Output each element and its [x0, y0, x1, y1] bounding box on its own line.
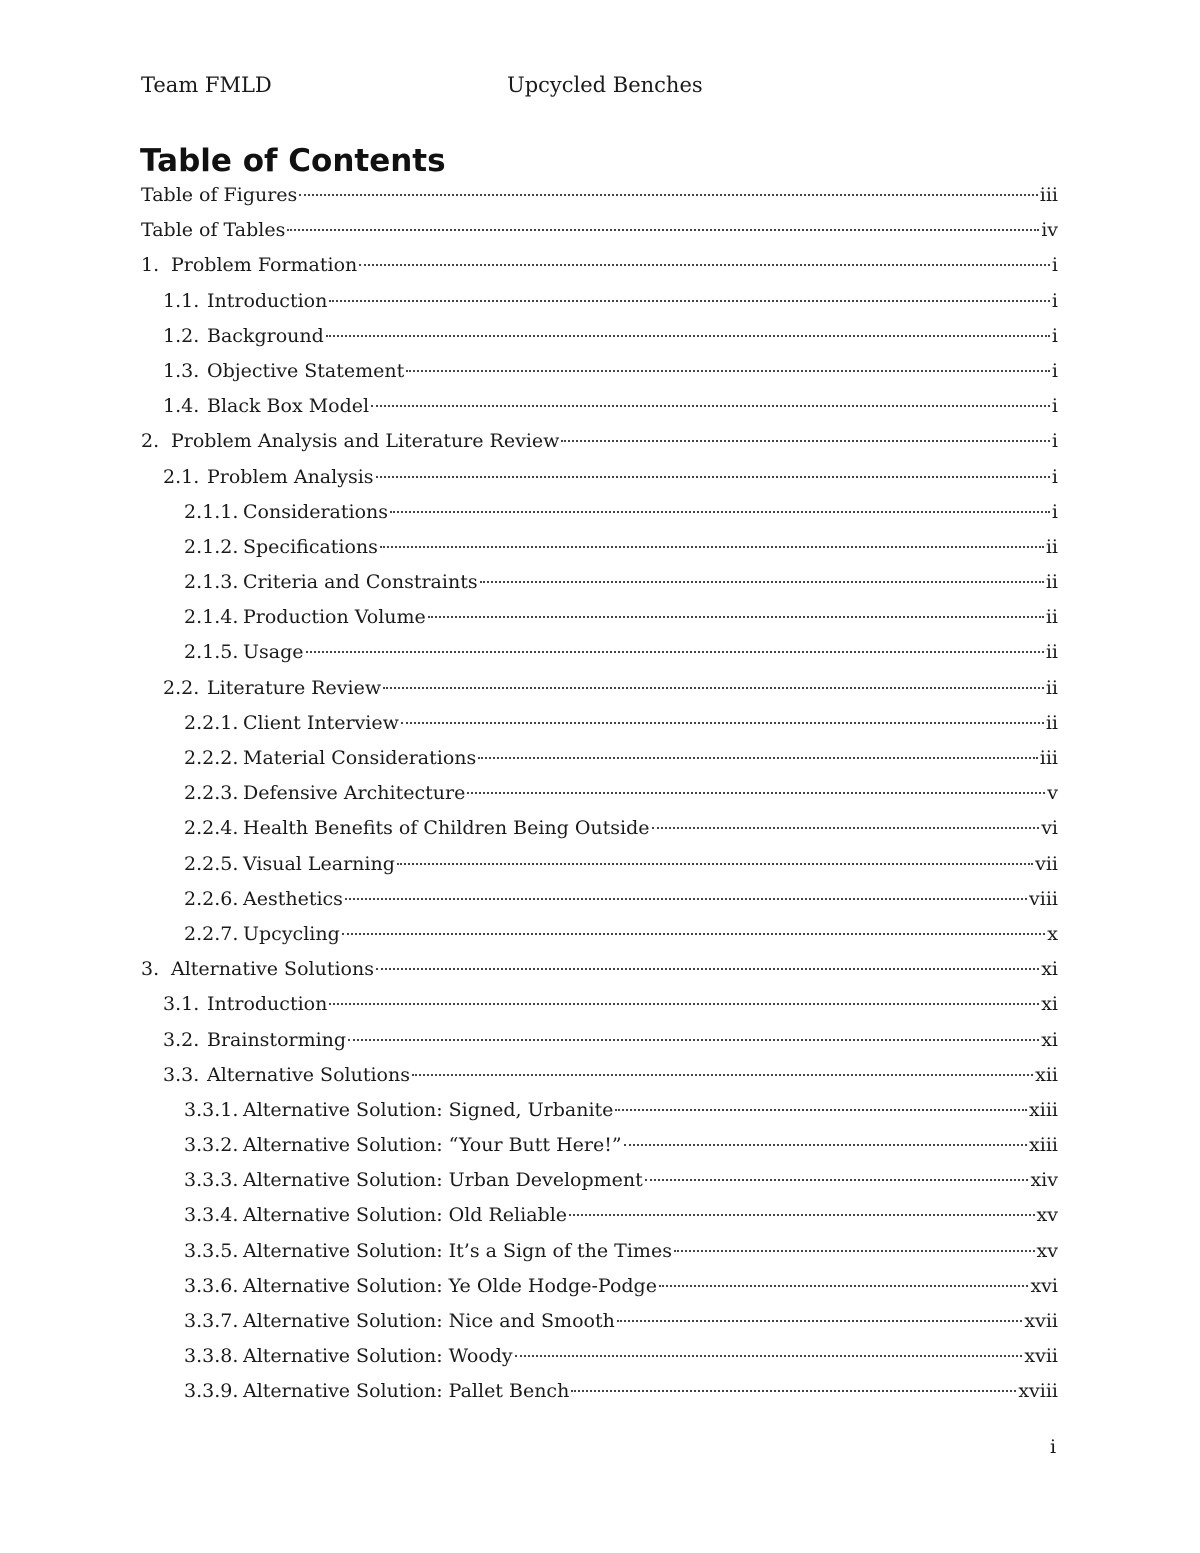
toc-entry-number: 2.1.5.	[184, 641, 239, 664]
toc-entry[interactable]	[141, 708, 1058, 743]
toc-entry-page: i	[1051, 359, 1058, 382]
toc-entry-page: ii	[1045, 711, 1058, 734]
dot-leader	[383, 687, 1044, 689]
toc-entry-number: 3.1.	[163, 993, 200, 1016]
toc-entry-title: Black Box Model	[207, 395, 370, 418]
toc-entry-page: i	[1051, 289, 1058, 312]
toc-entry-title: Introduction	[207, 289, 328, 312]
toc-entry-title: Alternative Solution: Ye Olde Hodge-Podge	[243, 1274, 657, 1297]
dot-leader	[406, 370, 1050, 372]
dot-leader	[645, 1179, 1029, 1181]
dot-leader	[615, 1109, 1027, 1111]
toc-entry-number: 2.1.2.	[184, 535, 239, 558]
toc-entry-number: 2.2.4.	[184, 817, 239, 840]
toc-entry-number: 2.	[141, 430, 160, 453]
toc-entry[interactable]	[141, 532, 1058, 567]
toc-entry-title: Alternative Solutions	[171, 958, 374, 981]
toc-entry-number: 3.3.6.	[184, 1274, 239, 1297]
toc-entry[interactable]	[141, 1376, 1058, 1411]
toc-entry-title: Defensive Architecture	[243, 782, 466, 805]
toc-entry-number: 3.3.1.	[184, 1098, 239, 1121]
toc-entry-title: Table of Tables	[141, 219, 286, 242]
toc-entry-title: Problem Analysis and Literature Review	[171, 430, 560, 453]
page-number: i	[1050, 1436, 1057, 1458]
toc-entry-page: ii	[1045, 606, 1058, 629]
toc-entry-title: Specifications	[243, 535, 378, 558]
toc-entry-page: xiii	[1029, 1134, 1058, 1157]
toc-entry-page: xiii	[1029, 1098, 1058, 1121]
toc-entry-title: Alternative Solutions	[207, 1063, 410, 1086]
toc-entry-number: 3.3.2.	[184, 1134, 239, 1157]
dot-leader	[412, 1074, 1033, 1076]
toc-entry-number: 3.3.9.	[184, 1380, 239, 1403]
dot-leader	[674, 1250, 1035, 1252]
toc-entry-number: 3.	[141, 958, 160, 981]
toc-entry[interactable]	[141, 1236, 1058, 1271]
dot-leader	[428, 616, 1044, 618]
toc-entry-page: xvii	[1024, 1345, 1058, 1368]
toc-entry[interactable]	[141, 286, 1058, 321]
toc-entry[interactable]	[141, 1341, 1058, 1376]
toc-entry-page: xv	[1036, 1204, 1058, 1227]
toc-entry[interactable]	[141, 813, 1058, 848]
toc-entry[interactable]	[141, 426, 1058, 461]
toc-entry-number: 2.1.	[163, 465, 200, 488]
toc-entry[interactable]	[141, 215, 1058, 250]
dot-leader	[359, 264, 1050, 266]
toc-entry[interactable]	[141, 1200, 1058, 1235]
toc-entry-page: iii	[1039, 747, 1058, 769]
toc-entry[interactable]	[141, 1271, 1058, 1306]
toc-entry-page: i	[1051, 254, 1058, 277]
toc-entry-page: xvii	[1024, 1310, 1058, 1332]
toc-entry-title: Alternative Solution: Signed, Urbanite	[243, 1098, 614, 1121]
toc-entry-title: Alternative Solution: Old Reliable	[243, 1204, 568, 1227]
dot-leader	[345, 898, 1027, 900]
dot-leader	[478, 757, 1038, 759]
dot-leader	[390, 511, 1050, 513]
toc-entry-title: Alternative Solution: “Your Butt Here!”	[243, 1134, 622, 1157]
dot-leader	[329, 300, 1050, 302]
toc-entry-number: 2.1.1.	[184, 500, 239, 523]
toc-entry-title: Alternative Solution: Woody	[243, 1345, 513, 1368]
toc-entry[interactable]	[141, 1306, 1058, 1341]
toc-entry-page: viii	[1029, 887, 1058, 910]
header-document-title: Upcycled Benches	[507, 73, 703, 97]
toc-entry[interactable]	[141, 391, 1058, 426]
toc-entry-title: Client Interview	[243, 711, 399, 734]
toc-entry-number: 3.3.5.	[184, 1239, 239, 1262]
toc-entry-page: iv	[1041, 219, 1058, 242]
dot-leader	[376, 476, 1050, 478]
toc-heading: Table of Contents	[140, 143, 446, 179]
dot-leader	[571, 1390, 1016, 1392]
toc-entry[interactable]	[141, 1025, 1058, 1060]
toc-entry-number: 1.	[141, 254, 160, 277]
dot-leader	[342, 933, 1046, 935]
toc-entry-title: Upcycling	[243, 922, 340, 945]
toc-entry-number: 2.2.6.	[184, 887, 239, 910]
toc-entry-page: xii	[1035, 1063, 1058, 1086]
dot-leader	[371, 405, 1050, 407]
toc-entry-page: ii	[1045, 676, 1058, 699]
toc-entry-page: ii	[1045, 571, 1058, 594]
toc-entry-title: Alternative Solution: It’s a Sign of the Times	[243, 1239, 672, 1262]
toc-entry[interactable]	[141, 778, 1058, 813]
dot-leader	[659, 1285, 1029, 1287]
dot-leader	[401, 722, 1044, 724]
toc-entry[interactable]	[141, 250, 1058, 285]
dot-leader	[624, 1144, 1027, 1146]
toc-entry-number: 2.2.1.	[184, 711, 239, 734]
toc-entry-title: Table of Figures	[141, 184, 298, 206]
dot-leader	[376, 968, 1039, 970]
toc-entry-title: Health Benefits of Children Being Outside	[243, 817, 650, 840]
toc-entry-number: 2.2.2.	[184, 747, 239, 769]
toc-entry-number: 1.1.	[163, 289, 200, 312]
dot-leader	[348, 1039, 1039, 1041]
toc-entry-title: Alternative Solution: Nice and Smooth	[243, 1310, 615, 1332]
toc-entry[interactable]	[141, 321, 1058, 356]
toc-entry-title: Visual Learning	[243, 852, 395, 875]
toc-entry-page: v	[1047, 782, 1058, 805]
toc-entry-page: xi	[1041, 993, 1058, 1016]
dot-leader	[329, 1003, 1039, 1005]
toc-entry-number: 2.2.7.	[184, 922, 239, 945]
toc-entry-page: xiv	[1030, 1169, 1058, 1192]
toc-entry-title: Alternative Solution: Pallet Bench	[243, 1380, 570, 1403]
toc-entry[interactable]	[141, 637, 1058, 672]
toc-entry-number: 1.3.	[163, 359, 200, 382]
toc-entry[interactable]	[141, 567, 1058, 602]
toc-entry-title: Aesthetics	[243, 887, 343, 910]
toc-entry-number: 3.3.4.	[184, 1204, 239, 1227]
toc-entry-title: Introduction	[207, 993, 328, 1016]
toc-entry-page: xi	[1041, 958, 1058, 981]
toc-entry-page: ii	[1045, 535, 1058, 558]
toc-entry-number: 1.4.	[163, 395, 200, 418]
dot-leader	[380, 546, 1044, 548]
dot-leader	[569, 1214, 1035, 1216]
dot-leader	[467, 792, 1045, 794]
toc-entry-page: vii	[1035, 852, 1058, 875]
dot-leader	[617, 1320, 1023, 1322]
table-of-contents	[141, 180, 1058, 1412]
dot-leader	[515, 1355, 1023, 1357]
toc-entry[interactable]	[141, 673, 1058, 708]
toc-entry[interactable]	[141, 954, 1058, 989]
dot-leader	[397, 863, 1033, 865]
toc-entry[interactable]	[141, 1130, 1058, 1165]
toc-entry-title: Brainstorming	[207, 1028, 347, 1051]
toc-entry[interactable]	[141, 356, 1058, 391]
toc-entry-number: 2.1.3.	[184, 571, 239, 594]
toc-entry-page: i	[1051, 395, 1058, 418]
toc-entry-number: 3.3.3.	[184, 1169, 239, 1192]
toc-entry-number: 2.2.5.	[184, 852, 239, 875]
toc-entry-title: Material Considerations	[243, 747, 477, 769]
toc-entry-number: 3.3.7.	[184, 1310, 239, 1332]
toc-entry-page: i	[1051, 465, 1058, 488]
toc-entry-title: Alternative Solution: Urban Development	[243, 1169, 643, 1192]
toc-entry-title: Problem Analysis	[207, 465, 374, 488]
toc-entry[interactable]	[141, 462, 1058, 497]
toc-entry-page: ii	[1045, 641, 1058, 664]
toc-entry-number: 3.3.8.	[184, 1345, 239, 1368]
toc-entry-title: Literature Review	[207, 676, 382, 699]
toc-entry[interactable]	[141, 1095, 1058, 1130]
toc-entry[interactable]	[141, 1060, 1058, 1095]
toc-entry-page: x	[1047, 922, 1058, 945]
toc-entry-page: i	[1051, 430, 1058, 453]
dot-leader	[652, 827, 1040, 829]
toc-entry[interactable]	[141, 743, 1058, 778]
toc-entry[interactable]	[141, 849, 1058, 884]
toc-entry-title: Background	[207, 324, 324, 347]
toc-entry-title: Criteria and Constraints	[243, 571, 478, 594]
dot-leader	[561, 440, 1050, 442]
toc-entry-number: 3.2.	[163, 1028, 200, 1051]
toc-entry[interactable]	[141, 989, 1058, 1024]
dot-leader	[480, 581, 1044, 583]
toc-entry-page: iii	[1039, 184, 1058, 206]
toc-entry[interactable]	[141, 1165, 1058, 1200]
toc-entry-number: 2.2.3.	[184, 782, 239, 805]
toc-entry-title: Objective Statement	[207, 359, 405, 382]
toc-entry-page: xi	[1041, 1028, 1058, 1051]
toc-entry-page: xvi	[1030, 1274, 1058, 1297]
toc-entry[interactable]	[141, 180, 1058, 215]
toc-entry-page: i	[1051, 324, 1058, 347]
toc-entry-title: Production Volume	[243, 606, 426, 629]
toc-entry-number: 2.2.	[163, 676, 200, 699]
toc-entry-title: Problem Formation	[171, 254, 358, 277]
dot-leader	[287, 229, 1039, 231]
toc-entry[interactable]	[141, 602, 1058, 637]
toc-entry-number: 1.2.	[163, 324, 200, 347]
toc-entry-title: Considerations	[243, 500, 388, 523]
header-team-name: Team FMLD	[141, 73, 272, 97]
dot-leader	[326, 335, 1050, 337]
dot-leader	[299, 194, 1037, 196]
toc-entry[interactable]	[141, 919, 1058, 954]
toc-entry-page: xv	[1036, 1239, 1058, 1262]
toc-entry-number: 3.3.	[163, 1063, 200, 1086]
dot-leader	[306, 651, 1044, 653]
toc-entry-page: vi	[1041, 817, 1058, 840]
toc-entry-number: 2.1.4.	[184, 606, 239, 629]
toc-entry-title: Usage	[243, 641, 304, 664]
toc-entry[interactable]	[141, 884, 1058, 919]
toc-entry-page: i	[1051, 500, 1058, 523]
toc-entry-page: xviii	[1018, 1380, 1058, 1403]
toc-entry[interactable]	[141, 497, 1058, 532]
